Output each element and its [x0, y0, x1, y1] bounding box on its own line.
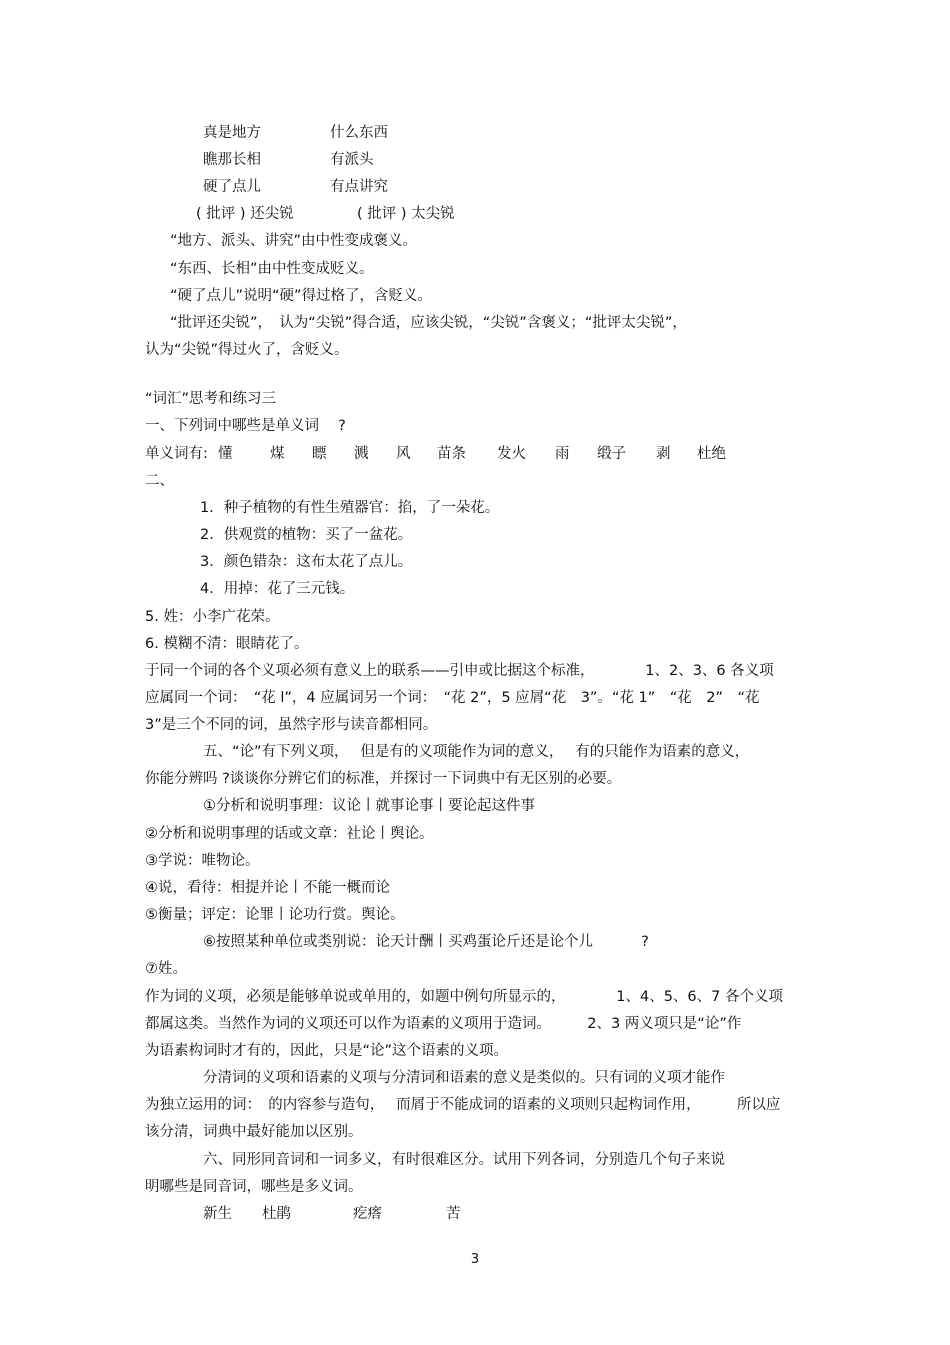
pair-right-4: ( 批评 ) 太尖锐: [357, 206, 455, 222]
question-2: 二、: [145, 473, 174, 489]
practice-word: 疙瘩: [353, 1206, 382, 1222]
single-word: 风: [396, 446, 411, 462]
single-word: 缎子: [597, 446, 626, 462]
pair-right-3: 有点讲究: [330, 179, 388, 195]
explain-line-4: “批评还尖锐”， 认为“尖锐”得合适，应该尖锐，“尖锐”含褒义；“批评太尖锐”，: [170, 315, 687, 331]
pair-left-4: ( 批评 ) 还尖锐: [196, 206, 294, 222]
para1-line-2: 应属同一个词： “花 l”，4 应属词另一个词： “花 2”，5 应屑“花 3”。“花 1” “花 2” “花: [145, 690, 760, 706]
question-5-line-2: 你能分辨吗 ?谈谈你分辨它们的标准，并探讨一下词典中有无区别的必要。: [145, 771, 622, 787]
practice-word: 苦: [446, 1206, 461, 1222]
question-6-line-1: 六、同形同音词和一词多义，有时很难区分。试用下列各词，分别造几个句子来说: [203, 1152, 725, 1168]
explain-line-5: 认为“尖锐”得过火了，含贬义。: [145, 342, 349, 358]
section-title: “词汇”思考和练习三: [145, 391, 277, 407]
para2-line-3: 为语素构词时才有的，因此，只是“论”这个语素的义项。: [145, 1043, 509, 1059]
para1-line-3: 3”是三个不同的词，虽然字形与读音都相同。: [145, 717, 438, 733]
page-number: 3: [470, 1252, 480, 1267]
single-word: 剥: [656, 446, 671, 462]
lun-sense-5: ⑤衡量；评定：论罪丨论功行赏。舆论。: [145, 907, 405, 923]
single-word: 溅: [354, 446, 369, 462]
para1-line-1: 于同一个词的各个义项必须有意义上的联系——引申或比据这个标准， 1、2、3、6 各义项: [145, 663, 774, 679]
lun-sense-2: ②分析和说明事理的话或文章：社论丨舆论。: [145, 826, 434, 842]
pair-left-2: 瞧那长相: [203, 152, 261, 168]
sense-item-3: 3．颜色错杂：这布太花了点儿。: [200, 554, 413, 570]
sense-item-4: 4．用掉：花了三元钱。: [200, 581, 355, 597]
para2-line-2: 都属这类。当然作为词的义项还可以作为语素的义项用于造词。 2、3 两义项只是“论”作: [145, 1016, 742, 1032]
pair-right-1: 什么东西: [330, 125, 388, 141]
single-word: 懂: [218, 446, 233, 462]
practice-word: 杜鹃: [262, 1206, 291, 1222]
lun-sense-7: ⑦姓。: [145, 961, 187, 977]
explain-line-1: “地方、派头、讲究”由中性变成褒义。: [170, 233, 418, 249]
pair-left-1: 真是地方: [203, 125, 261, 141]
single-word: 雨: [555, 446, 570, 462]
sense-item-2: 2．供观赏的植物：买了一盆花。: [200, 527, 413, 543]
sense-item-5: 5. 姓：小李广花荣。: [145, 609, 280, 625]
sense-item-1: 1．种子植物的有性生殖器官：掐，了一朵花。: [200, 500, 500, 516]
explain-line-2: “东西、长相”由中性变成贬义。: [170, 261, 374, 277]
practice-word: 新生: [203, 1206, 232, 1222]
explain-line-3: “硬了点儿”说明“硬”得过格了，含贬义。: [170, 288, 433, 304]
para3-line-3: 该分清，词典中最好能加以区别。: [145, 1124, 363, 1140]
lun-sense-1: ①分析和说明事理：议论丨就事论事丨要论起这件事: [203, 798, 535, 814]
pair-left-3: 硬了点儿: [203, 179, 261, 195]
single-word: 杜绝: [697, 446, 726, 462]
single-word: 瞟: [312, 446, 327, 462]
question-6-line-2: 明哪些是同音词，哪些是多义词。: [145, 1179, 363, 1195]
para2-line-1: 作为词的义项，必须是能够单说或单用的，如题中例句所显示的， 1、4、5、6、7 各个义项: [145, 989, 783, 1005]
single-word: 煤: [270, 446, 285, 462]
lun-sense-3: ③学说：唯物论。: [145, 853, 260, 869]
para3-line-1: 分清词的义项和语素的义项与分清词和语素的意义是类似的。只有词的义项才能作: [203, 1070, 725, 1086]
single-word: 苗条: [437, 446, 466, 462]
single-words-label: 单义词有:: [145, 446, 208, 462]
sense-item-6: 6. 模糊不清：眼睛花了。: [145, 636, 309, 652]
lun-sense-4: ④说，看待：相提并论丨不能一概而论: [145, 880, 390, 896]
pair-right-2: 有派头: [330, 152, 374, 168]
single-word: 发火: [497, 446, 526, 462]
question-5-line-1: 五、“论”有下列义项， 但是有的义项能作为词的意义， 有的只能作为语素的意义，: [203, 744, 750, 760]
para3-line-2: 为独立运用的词： 的内容参与造句， 而屑于不能成词的语素的义项则只起构词作用， 所以应: [145, 1097, 781, 1113]
lun-sense-6: ⑥按照某种单位或类别说：论天计酬丨买鸡蛋论斤还是论个儿 ?: [203, 934, 649, 950]
question-1: 一、下列词中哪些是单义词 ?: [145, 418, 346, 434]
